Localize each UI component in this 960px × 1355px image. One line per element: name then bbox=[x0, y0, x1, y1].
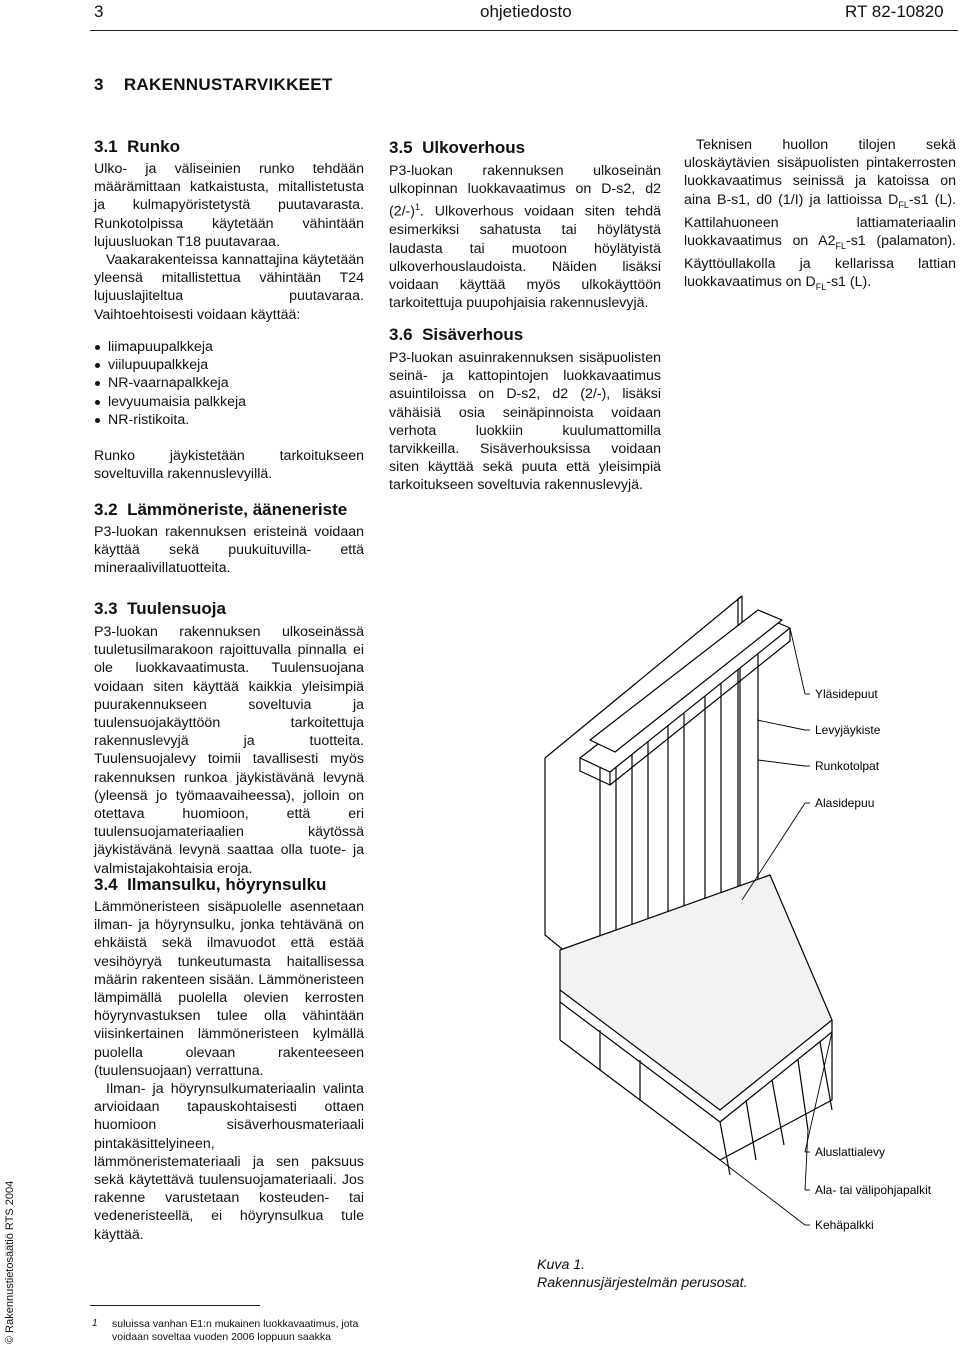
list-item: viilupuupalkkeja bbox=[94, 356, 364, 374]
footnote-ref: 1 bbox=[415, 202, 421, 213]
section-3-5-text bbox=[389, 162, 661, 312]
document-code: RT 82-10820 bbox=[845, 2, 944, 21]
label-top-plates: Yläsidepuut bbox=[815, 687, 878, 701]
text-run: -s1 (L). bbox=[826, 274, 872, 291]
text-block bbox=[684, 136, 956, 296]
paragraph: Runko jäykistetään tarkoitukseen soveltuvilla rakennuslevyillä. bbox=[94, 448, 364, 483]
label-bottom-plate: Alasidepuu bbox=[815, 796, 875, 810]
heading-3-2: 3.2 Lämmöneriste, ääneneriste bbox=[94, 500, 348, 519]
text-run: -s1 (L). Kattilahuoneen lattiamateriaalin luokkavaatimus on A2 bbox=[684, 191, 957, 249]
section-3-4-text bbox=[94, 898, 364, 1244]
text-run: -s1 (palamaton). Käyttöullakolla ja kellarissa lattian luokkavaatimus on D bbox=[684, 232, 956, 291]
page-number: 3 bbox=[94, 2, 104, 21]
text-run: Teknisen huollon tilojen sekä uloskäytävien sisäpuolisten pintakerrosten luokkavaatimus seinissä ja katoissa on aina B-s1, d0 (1/I) ja lattioissa D bbox=[684, 137, 956, 208]
subscript: FL bbox=[898, 199, 909, 210]
heading-3-4: 3.4 Ilmansulku, höyrynsulku bbox=[94, 875, 327, 894]
caption-text: Rakennusjärjestelmän perusosat. bbox=[537, 1275, 748, 1292]
caption-number: Kuva 1. bbox=[537, 1257, 586, 1273]
list-item: liimapuupalkkeja bbox=[94, 338, 364, 356]
subscript: FL bbox=[835, 240, 846, 251]
footnote-rule bbox=[90, 1305, 260, 1306]
list-item: NR-vaarnapalkkeja bbox=[94, 374, 364, 392]
paragraph: Ilman- ja höyrynsulkumateriaalin valinta arvioidaan tapauskohtaisesti ottaen huomioon sisäverhousmateriaali pintakäsittelyineen, lämmöneristemateriaali ja sen paksuus sekä käytettävä tuulensuojamateriaali. Jos rakenne varustetaan kosteuden- tai vedeneristeellä, ei höyrynsulkua tule käyttää. bbox=[94, 1081, 364, 1243]
chapter-title: 3 RAKENNUSTARVIKKEET bbox=[94, 75, 333, 94]
support-options-list bbox=[94, 338, 364, 429]
building-frame-drawing bbox=[370, 585, 960, 1305]
label-studs: Runkotolpat bbox=[815, 759, 880, 773]
heading-3-6: 3.6 Sisäverhous bbox=[389, 325, 524, 344]
paragraph: Ulko- ja väliseinien runko tehdään määrämittaan katkaistusta, mitallistetusta ja kulmapyöristetystä puutavarasta. Runkotolpissa käytetään vähintään lujuusluokan T18 puutavaraa. bbox=[94, 161, 364, 250]
copyright-sidebar: © Rakennustietosäätiö RTS 2004 bbox=[4, 1180, 16, 1344]
label-bracing-board: Levyjäykiste bbox=[815, 723, 881, 737]
document-type: ohjetiedosto bbox=[480, 2, 572, 21]
label-subfloor: Aluslattialevy bbox=[815, 1145, 886, 1159]
section-3-3-text: P3-luokan rakennuksen ulkoseinässä tuuletusilmarakoon rajoittuvalla pinnalla ei ole luokkavaatimusta. Tuulensuojana voidaan siten käyttää kaikkia yleisimpiä puurakennukseen soveltuvia ja tuulensuojakäyttöön tarkoitettuja rakennuslevyjä ja tuotteita. Tuulensuojalevy toimii tavallisesti myös rakennuksen runkoa jäykistävänä levynä (yleensä jo työmaavaiheessa), jolloin on otettava huomioon, että eri tuulensuojamateriaalien käytössä jäykistävänä levynä saattaa olla tuote- ja valmistajakohtaisia eroja. bbox=[94, 624, 364, 877]
paragraph: Vaakarakenteissa kannattajina käytetään yleensä mitallistettua vähintään T24 lujuuslajiteltua puutavaraa. Vaihtoehtoisesti voidaan käyttää: bbox=[94, 252, 364, 323]
figure-caption bbox=[537, 1256, 748, 1292]
label-rim-joist: Kehäpalkki bbox=[815, 1218, 874, 1232]
text-run: P3-luokan rakennuksen ulkoseinän ulkopinnan luokkavaatimus on D-s2, d2 (2/-) bbox=[389, 163, 661, 221]
heading-3-3: 3.3 Tuulensuoja bbox=[94, 599, 226, 618]
footnote-text: suluissa vanhan E1:n mukainen luokkavaatimus, jota voidaan soveltaa vuoden 2006 loppuun saakka bbox=[112, 1318, 359, 1343]
list-item: levyuumaisia palkkeja bbox=[94, 393, 364, 411]
section-3-1-text bbox=[94, 160, 364, 324]
section-3-6-text: P3-luokan asuinrakennuksen sisäpuolisten seinä- ja kattopintojen luokkavaatimus asuintiloissa on D-s2, d2 (2/-), lisäksi vähäisiä osia seinäpinnoista voidaan verhota luokkiin kuulumattomilla tarvikkeilla. Sisäverhouksissa voidaan siten käyttää sekä puuta että yleisimpiä tarkoitukseen soveltuvia rakennuslevyjä. bbox=[389, 350, 661, 494]
subscript: FL bbox=[815, 281, 827, 292]
heading-3-1: 3.1 Runko bbox=[94, 137, 180, 156]
text-run: . Ulkoverhous voidaan siten tehdä esimerkiksi sahatusta tai höylätystä laudasta tai muotoon höylätyistä ulkoverhouslaudoista. Näiden lisäksi voidaan käyttää myös ulkokäyttöön tarkoitettuja puupohjaisia rakennuslevyjä. bbox=[389, 204, 661, 312]
label-joists: Ala- tai välipohjapalkit bbox=[815, 1183, 932, 1197]
section-3-2-text: P3-luokan rakennuksen eristeinä voidaan käyttää sekä puukuituvilla- että mineraalivillatuotteita. bbox=[94, 524, 364, 577]
header-rule bbox=[90, 30, 958, 31]
section-3-6-continuation bbox=[684, 136, 956, 296]
paragraph: Lämmöneristeen sisäpuolelle asennetaan ilman- ja höyrynsulku, jonka tehtävänä on ehkäistä sekä ilmavuodot että estää vesihöyryä tunkeutumasta haitallisessa määrin rakenteen sisään. Lämmöneristeen lämpimällä puolella olevien kerrosten höyrynvastuksen tulee olla vähintään viisinkertainen lämmöneristeen kylmällä puolella olevaan rakenteeseen (tuulensuojaan) verrattuna. bbox=[94, 899, 364, 1079]
list-item: NR-ristikoita. bbox=[94, 411, 364, 429]
footnote-number: 1 bbox=[92, 1318, 98, 1329]
heading-3-5: 3.5 Ulkoverhous bbox=[389, 138, 526, 157]
